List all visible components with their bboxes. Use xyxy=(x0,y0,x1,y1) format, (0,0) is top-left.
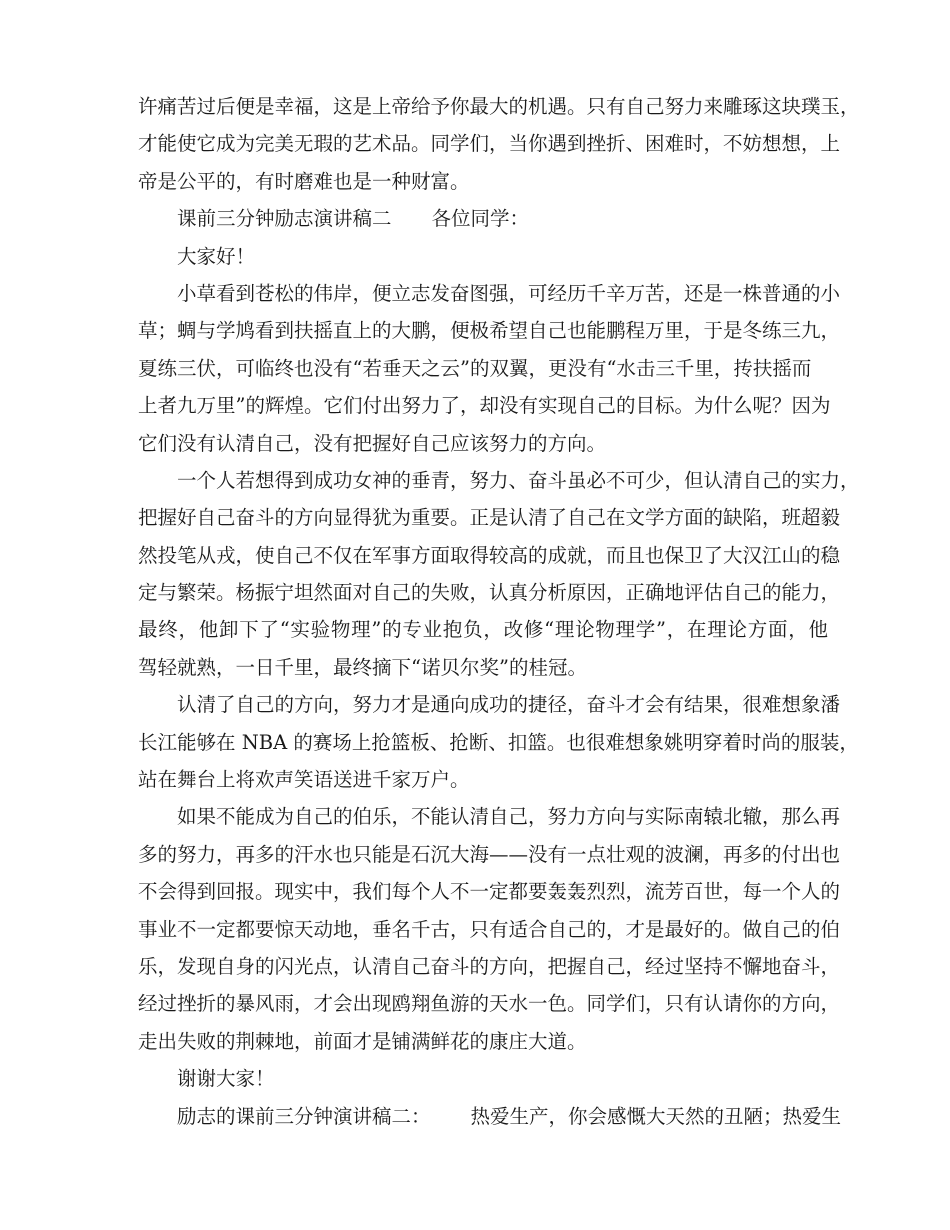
text-line xyxy=(138,200,828,237)
speech-title: 励志的课前三分钟演讲稿二： xyxy=(177,1104,431,1128)
speech-salutation: 各位同学： xyxy=(431,207,530,231)
text-line: 小草看到苍松的伟岸，便立志发奋图强，可经历千辛万苦，还是一株普通的小 xyxy=(177,281,841,305)
text-line: 定与繁荣。杨振宁坦然面对自己的失败，认真分析原因，正确地评估自己的能力， xyxy=(138,581,841,605)
text-line: 大家好！ xyxy=(177,244,256,268)
text-line: 认清了自己的方向，努力才是通向成功的捷径，奋斗才会有结果，很难想象潘 xyxy=(177,693,841,717)
text-line xyxy=(138,1098,842,1135)
speech-opening: 热爱生产，你会感慨大天然的丑陋；热爱生 xyxy=(470,1104,842,1128)
text-line: 多的努力，再多的汗水也只能是石沉大海——没有一点壮观的波澜，再多的付出也 xyxy=(138,842,841,866)
text-line: 事业不一定都要惊天动地，垂名千古，只有适合自己的，才是最好的。做自己的伯 xyxy=(138,917,841,941)
text-line: 帝是公平的，有时磨难也是一种财富。 xyxy=(138,169,470,193)
text-line: 经过挫折的暴风雨，才会出现鸥翔鱼游的天水一色。同学们，只有认请你的方向， xyxy=(138,992,841,1016)
text-line: 站在舞台上将欢声笑语送进千家万户。 xyxy=(138,768,470,792)
text-line: 长江能够在 NBA 的赛场上抢篮板、抢断、扣篮。也很难想象姚明穿着时尚的服装， xyxy=(138,730,859,754)
document-body xyxy=(138,88,860,1135)
text-line: 如果不能成为自己的伯乐，不能认清自己，努力方向与实际南辕北辙，那么再 xyxy=(177,805,841,829)
text-line: 一个人若想得到成功女神的垂青，努力、奋斗虽必不可少，但认清自己的实力， xyxy=(177,468,860,492)
text-line: 夏练三伏，可临终也没有“若垂天之云”的双翼，更没有“水击三千里，抟扶摇而 xyxy=(138,356,812,380)
text-line: 谢谢大家！ xyxy=(177,1067,275,1091)
text-line: 把握好自己奋斗的方向显得犹为重要。正是认清了自己在文学方面的缺陷，班超毅 xyxy=(138,506,841,530)
text-line: 驾轻就熟，一日千里，最终摘下“诺贝尔奖”的桂冠。 xyxy=(138,655,587,679)
text-line: 不会得到回报。现实中，我们每个人不一定都要轰轰烈烈，流芳百世，每一个人的 xyxy=(138,880,841,904)
text-line: 它们没有认清自己，没有把握好自己应该努力的方向。 xyxy=(138,431,607,455)
speech-title: 课前三分钟励志演讲稿二 xyxy=(177,207,392,231)
text-line: 然投笔从戎，使自己不仅在军事方面取得较高的成就，而且也保卫了大汉江山的稳 xyxy=(138,543,841,567)
text-line: 走出失败的荆棘地，前面才是铺满鲜花的康庄大道。 xyxy=(138,1029,587,1053)
text-line: 才能使它成为完美无瑕的艺术品。同学们，当你遇到挫折、困难时，不妨想想，上 xyxy=(138,132,841,156)
text-line: 最终，他卸下了“实验物理”的专业抱负，改修“理论物理学”，在理论方面，他 xyxy=(138,618,828,642)
text-line: 乐，发现自身的闪光点，认清自己奋斗的方向，把握自己，经过坚持不懈地奋斗， xyxy=(138,954,841,978)
text-line: 许痛苦过后便是幸福，这是上帝给予你最大的机遇。只有自己努力来雕琢这块璞玉， xyxy=(138,95,860,118)
text-line: 草；蜩与学鸠看到扶摇直上的大鹏，便极希望自己也能鹏程万里，于是冬练三九， xyxy=(138,319,841,343)
text-line: 上者九万里”的辉煌。它们付出努力了，却没有实现自己的目标。为什么呢？因为 xyxy=(138,394,831,418)
